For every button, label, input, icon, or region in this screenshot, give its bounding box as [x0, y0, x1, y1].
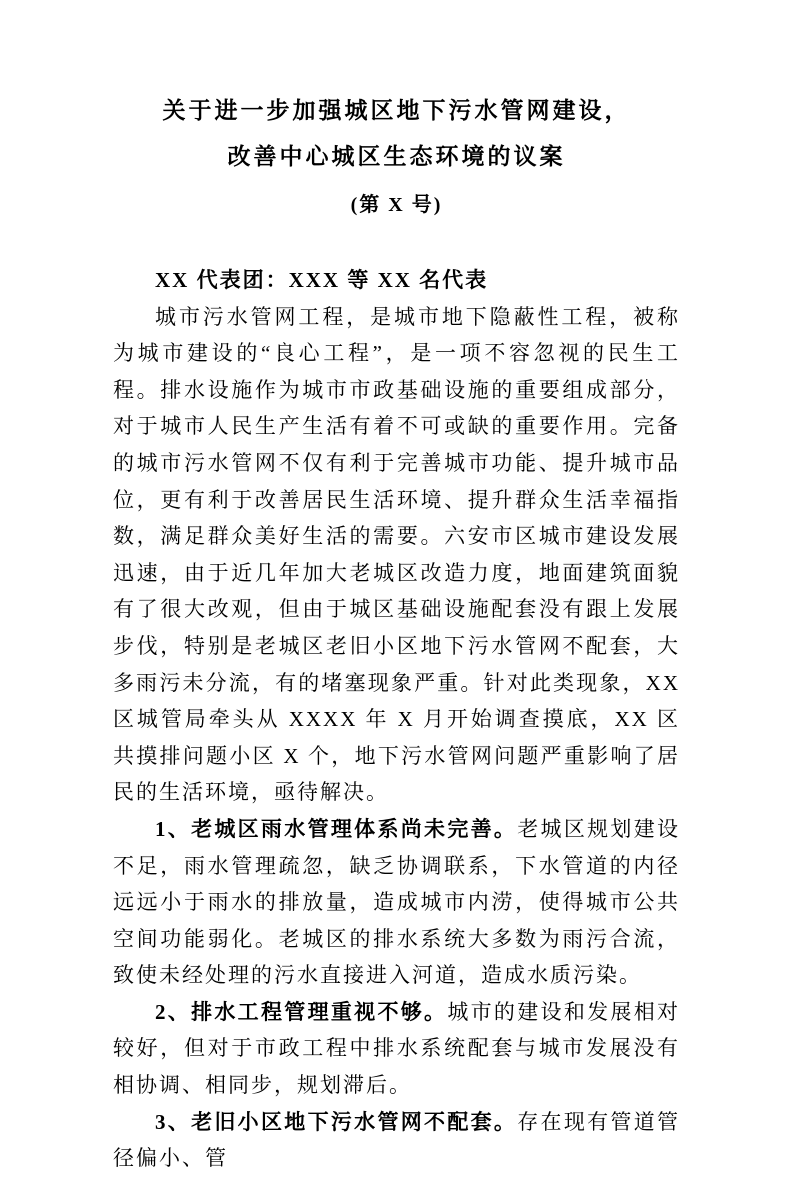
paragraph-lead: 3、老旧小区地下污水管网不配套。 — [155, 1109, 518, 1134]
paragraph-intro — [113, 299, 680, 811]
document-title-line2: 改善中心城区生态环境的议案 — [227, 144, 566, 169]
paragraph-lead: 2、排水工程管理重视不够。 — [155, 999, 448, 1024]
paragraph-lead: 1、老城区雨水管理体系尚未完善。 — [155, 816, 518, 841]
paragraph-text: 城市污水管网工程，是城市地下隐蔽性工程，被称为城市建设的“良心工程”，是一项不容忽视的民生工程。排水设施作为城市市政基础设施的重要组成部分，对于城市人民生产生活有着不可或缺的重要作用。完备的城市污水管网不仅有利于完善城市功能、提升城市品位，更有利于改善居民生活环境、提升群众生活幸福指数，满足群众美好生活的需要。六安市区城市建设发展迅速，由于近几年加大老城区改造力度，地面建筑面貌有了很大改观，但由于城区基础设施配套没有跟上发展步伐，特别是老城区老旧小区地下污水管网不配套，大多雨污未分流，有的堵塞现象严重。针对此类现象，XX 区城管局牵头从 XXXX 年 X 月开始调查摸底，XX 区共摸排问题小区 X 个，地下污水管网问题严重影响了居民的生活环境，亟待解决。 — [113, 304, 680, 805]
paragraph-item-1 — [113, 811, 680, 994]
document-body — [113, 262, 680, 1177]
paragraph-item-2 — [113, 994, 680, 1104]
paragraph-item-3 — [113, 1104, 680, 1177]
paragraph-text: 老城区规划建设不足，雨水管理疏忽，缺乏协调联系，下水管道的内径远远小于雨水的排放量，造成城市内涝，使得城市公共空间功能弱化。老城区的排水系统大多数为雨污合流，致使未经处理的污水直接进入河道，造成水质污染。 — [113, 816, 681, 988]
paragraph-text: 城市的建设和发展相对较好，但对于市政工程中排水系统配套与城市发展没有相协调、相同步，规划滞后。 — [113, 999, 681, 1098]
salutation-line: XX 代表团：XXX 等 XX 名代表 — [155, 268, 489, 292]
paragraph-text: 存在现有管道管径偏小、管 — [113, 1109, 681, 1171]
document-number: (第 X 号) — [350, 194, 443, 216]
document-title-line1: 关于进一步加强城区地下污水管网建设， — [162, 98, 631, 123]
